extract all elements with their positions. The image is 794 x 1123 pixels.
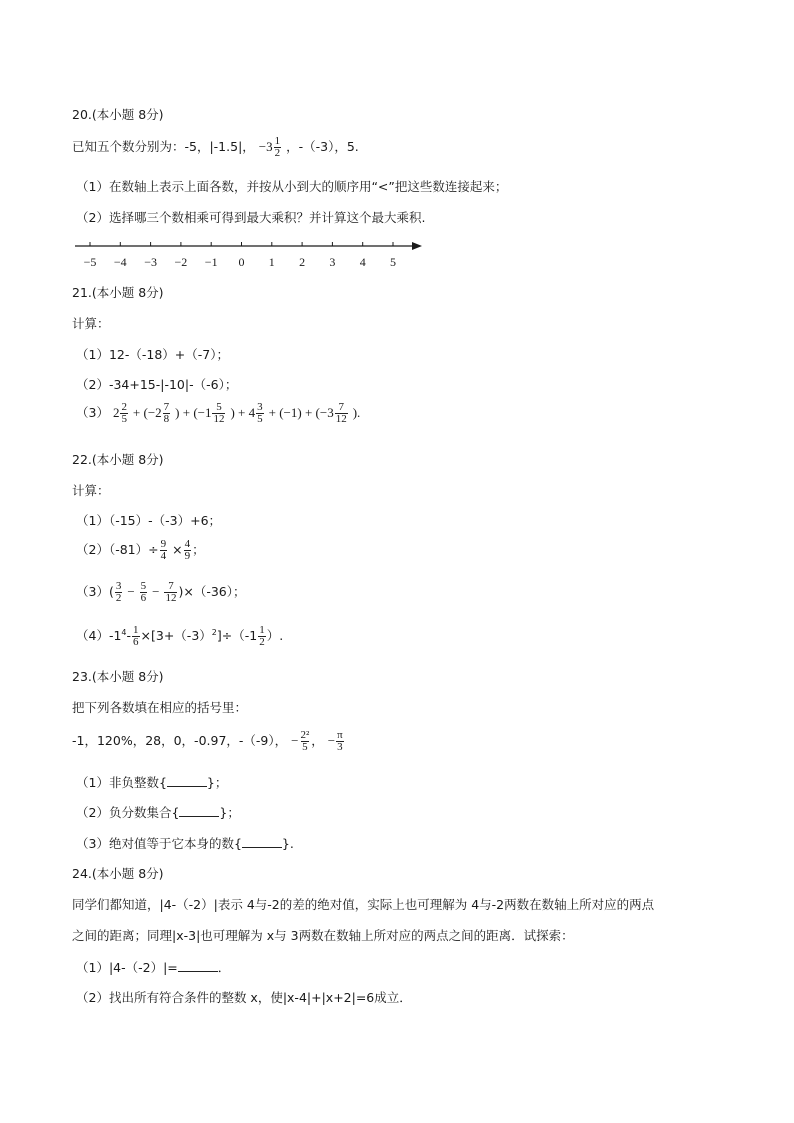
numerator: 2² — [300, 729, 310, 741]
tick-label: −4 — [113, 255, 127, 269]
numerator: 2 — [121, 401, 127, 413]
denominator: 6 — [133, 636, 139, 648]
numerator: 7 — [163, 401, 170, 413]
part3-text: （3）( — [76, 584, 114, 599]
q21-part2: （2）-34+15-|-10|-（-6）； — [76, 377, 238, 392]
term-d-fraction — [256, 402, 264, 425]
part1-text: （1）|4-（-2）|= — [76, 960, 178, 975]
numerator: 1 — [274, 135, 281, 147]
answer-blank[interactable] — [179, 805, 219, 817]
operator-2: ) + (−1 — [175, 405, 212, 420]
minus-sign: − — [291, 733, 299, 748]
denominator: 5 — [257, 413, 263, 425]
minus-sign: − — [327, 733, 336, 748]
q20-header: 20.(本小题 8分) — [72, 107, 164, 122]
q23-part3 — [76, 834, 294, 852]
q24-paragraph-1: 同学们都知道，|4-（-2）|表示 4与-2的差的绝对值，实际上也可理解为 4与-2两数在数轴上所对应的两点 — [72, 897, 655, 912]
part1-end: }； — [206, 775, 228, 790]
part3-text: （3）绝对值等于它本身的数{ — [76, 836, 242, 851]
answer-blank[interactable] — [242, 836, 282, 848]
numerator: 4 — [184, 538, 191, 550]
q20-stem-b: ，-（-3），5. — [286, 139, 359, 154]
tick-label: −1 — [204, 255, 218, 269]
operator-4: + (−1) + (−3 — [268, 405, 334, 420]
term-a-whole: 2 — [112, 405, 120, 420]
operator-1: + (−2 — [132, 405, 162, 420]
tick-label: 0 — [238, 255, 245, 269]
part4-minus: - — [126, 628, 132, 643]
tick-label: 2 — [299, 255, 306, 269]
fraction-3 — [164, 581, 177, 604]
numerator: 9 — [160, 538, 167, 550]
q24-part2: （2）找出所有符合条件的整数 x，使|x-4|+|x+2|=6成立． — [76, 990, 412, 1005]
tick-label: 5 — [390, 255, 396, 269]
q22-part4 — [76, 625, 283, 648]
list-text: -1，120%，28，0，-0.97，-（-9）， — [72, 733, 288, 748]
q21-part3 — [76, 402, 360, 425]
fraction-1 — [299, 730, 310, 753]
part1-text: （1）非负整数{ — [76, 775, 167, 790]
fraction-1 — [132, 625, 140, 648]
part-end: )×（-36）； — [178, 584, 246, 599]
denominator: 2 — [115, 592, 122, 604]
denominator: 5 — [302, 741, 308, 753]
q22-part2 — [76, 539, 205, 562]
term-e-fraction — [335, 402, 348, 425]
denominator: 4 — [160, 550, 167, 562]
part-label: （3） — [76, 405, 109, 420]
q23-header: 23.(本小题 8分) — [72, 669, 164, 684]
part1-end: ． — [217, 960, 231, 975]
operator-3: ) + 4 — [230, 405, 256, 420]
term-b-fraction — [163, 402, 171, 425]
q23-intro: 把下列各数填在相应的括号里： — [72, 700, 248, 715]
minus-sign: − — [127, 584, 135, 599]
q22-header: 22.(本小题 8分) — [72, 452, 164, 467]
part4-bracket: ×[3+（-3） — [140, 628, 212, 643]
axis-arrow-icon — [412, 242, 422, 250]
denominator: 12 — [213, 413, 225, 425]
separator: ， — [311, 733, 324, 748]
q24-part1 — [76, 958, 230, 976]
term-c-fraction — [212, 402, 225, 425]
tick-label: 1 — [268, 255, 275, 269]
q22-part3 — [76, 581, 246, 604]
q20-stem-a: 已知五个数分别为：-5，|-1.5|， — [72, 139, 255, 154]
denominator: 5 — [121, 413, 127, 425]
q23-number-list — [72, 730, 345, 753]
q20-part2: （2）选择哪三个数相乘可得到最大乘积？并计算这个最大乘积. — [76, 210, 426, 225]
tick-label: 4 — [359, 255, 366, 269]
tick-label: −3 — [144, 255, 157, 269]
fraction-2 — [336, 730, 344, 753]
numerator: π — [337, 729, 343, 741]
fraction-1 — [115, 581, 123, 604]
numerator: 1 — [133, 624, 139, 636]
answer-blank[interactable] — [178, 960, 218, 972]
q20-number-line — [70, 236, 430, 272]
tick-label: 3 — [329, 255, 336, 269]
q22-part1: （1）（-15）-（-3）+6； — [76, 513, 222, 528]
denominator: 2 — [259, 636, 265, 648]
times-sign: × — [172, 542, 183, 557]
q22-intro: 计算： — [72, 483, 110, 498]
q23-part1 — [76, 773, 227, 791]
q21-header: 21.(本小题 8分) — [72, 285, 164, 300]
numerator: 7 — [338, 401, 344, 413]
numerator: 3 — [257, 401, 263, 413]
part2-text: （2）负分数集合{ — [76, 805, 180, 820]
numerator: 7 — [168, 580, 174, 592]
part4-text: （4）-1 — [76, 628, 122, 643]
denominator: 9 — [184, 550, 191, 562]
fraction-2 — [258, 625, 266, 648]
tick-label: −5 — [83, 255, 97, 269]
part-end: ）. — [266, 628, 284, 643]
q20-stem — [72, 136, 359, 159]
term-a-fraction — [120, 402, 128, 425]
expression-end: ). — [352, 405, 361, 420]
denominator: 8 — [163, 413, 170, 425]
q21-intro: 计算： — [72, 316, 110, 331]
numerator: 5 — [140, 580, 147, 592]
part-end: ； — [192, 542, 205, 557]
exponent: 4 — [121, 627, 127, 637]
fraction-1 — [160, 539, 168, 562]
denominator: 2 — [274, 147, 281, 159]
exponent: 2 — [211, 627, 217, 637]
q24-header: 24.(本小题 8分) — [72, 866, 164, 881]
q23-part2 — [76, 803, 240, 821]
fraction-2 — [140, 581, 148, 604]
q24-paragraph-2: 之间的距离；同理|x-3|也可理解为 x与 3两数在数轴上所对应的两点之间的距离．试探索： — [72, 928, 574, 943]
numerator: 1 — [259, 624, 265, 636]
q20-mixed-fraction — [274, 136, 282, 159]
part4-divide: ]÷（-1 — [216, 628, 258, 643]
part3-end: }. — [281, 836, 294, 851]
part2-text: （2）（-81）÷ — [76, 542, 159, 557]
minus-sign: − — [152, 584, 160, 599]
tick-label: −2 — [174, 255, 188, 269]
q21-part1: （1）12-（-18）+（-7）； — [76, 347, 229, 362]
denominator: 12 — [335, 413, 347, 425]
numerator: 3 — [115, 580, 122, 592]
part2-end: }； — [219, 805, 240, 820]
fraction-2 — [184, 539, 192, 562]
numerator: 5 — [216, 401, 222, 413]
denominator: 12 — [165, 592, 177, 604]
denominator: 3 — [337, 741, 343, 753]
answer-blank[interactable] — [167, 775, 207, 787]
denominator: 6 — [140, 592, 147, 604]
q20-part1: （1）在数轴上表示上面各数，并按从小到大的顺序用“<”把这些数连接起来； — [76, 179, 508, 194]
q20-mixed-whole: −3 — [258, 139, 273, 154]
